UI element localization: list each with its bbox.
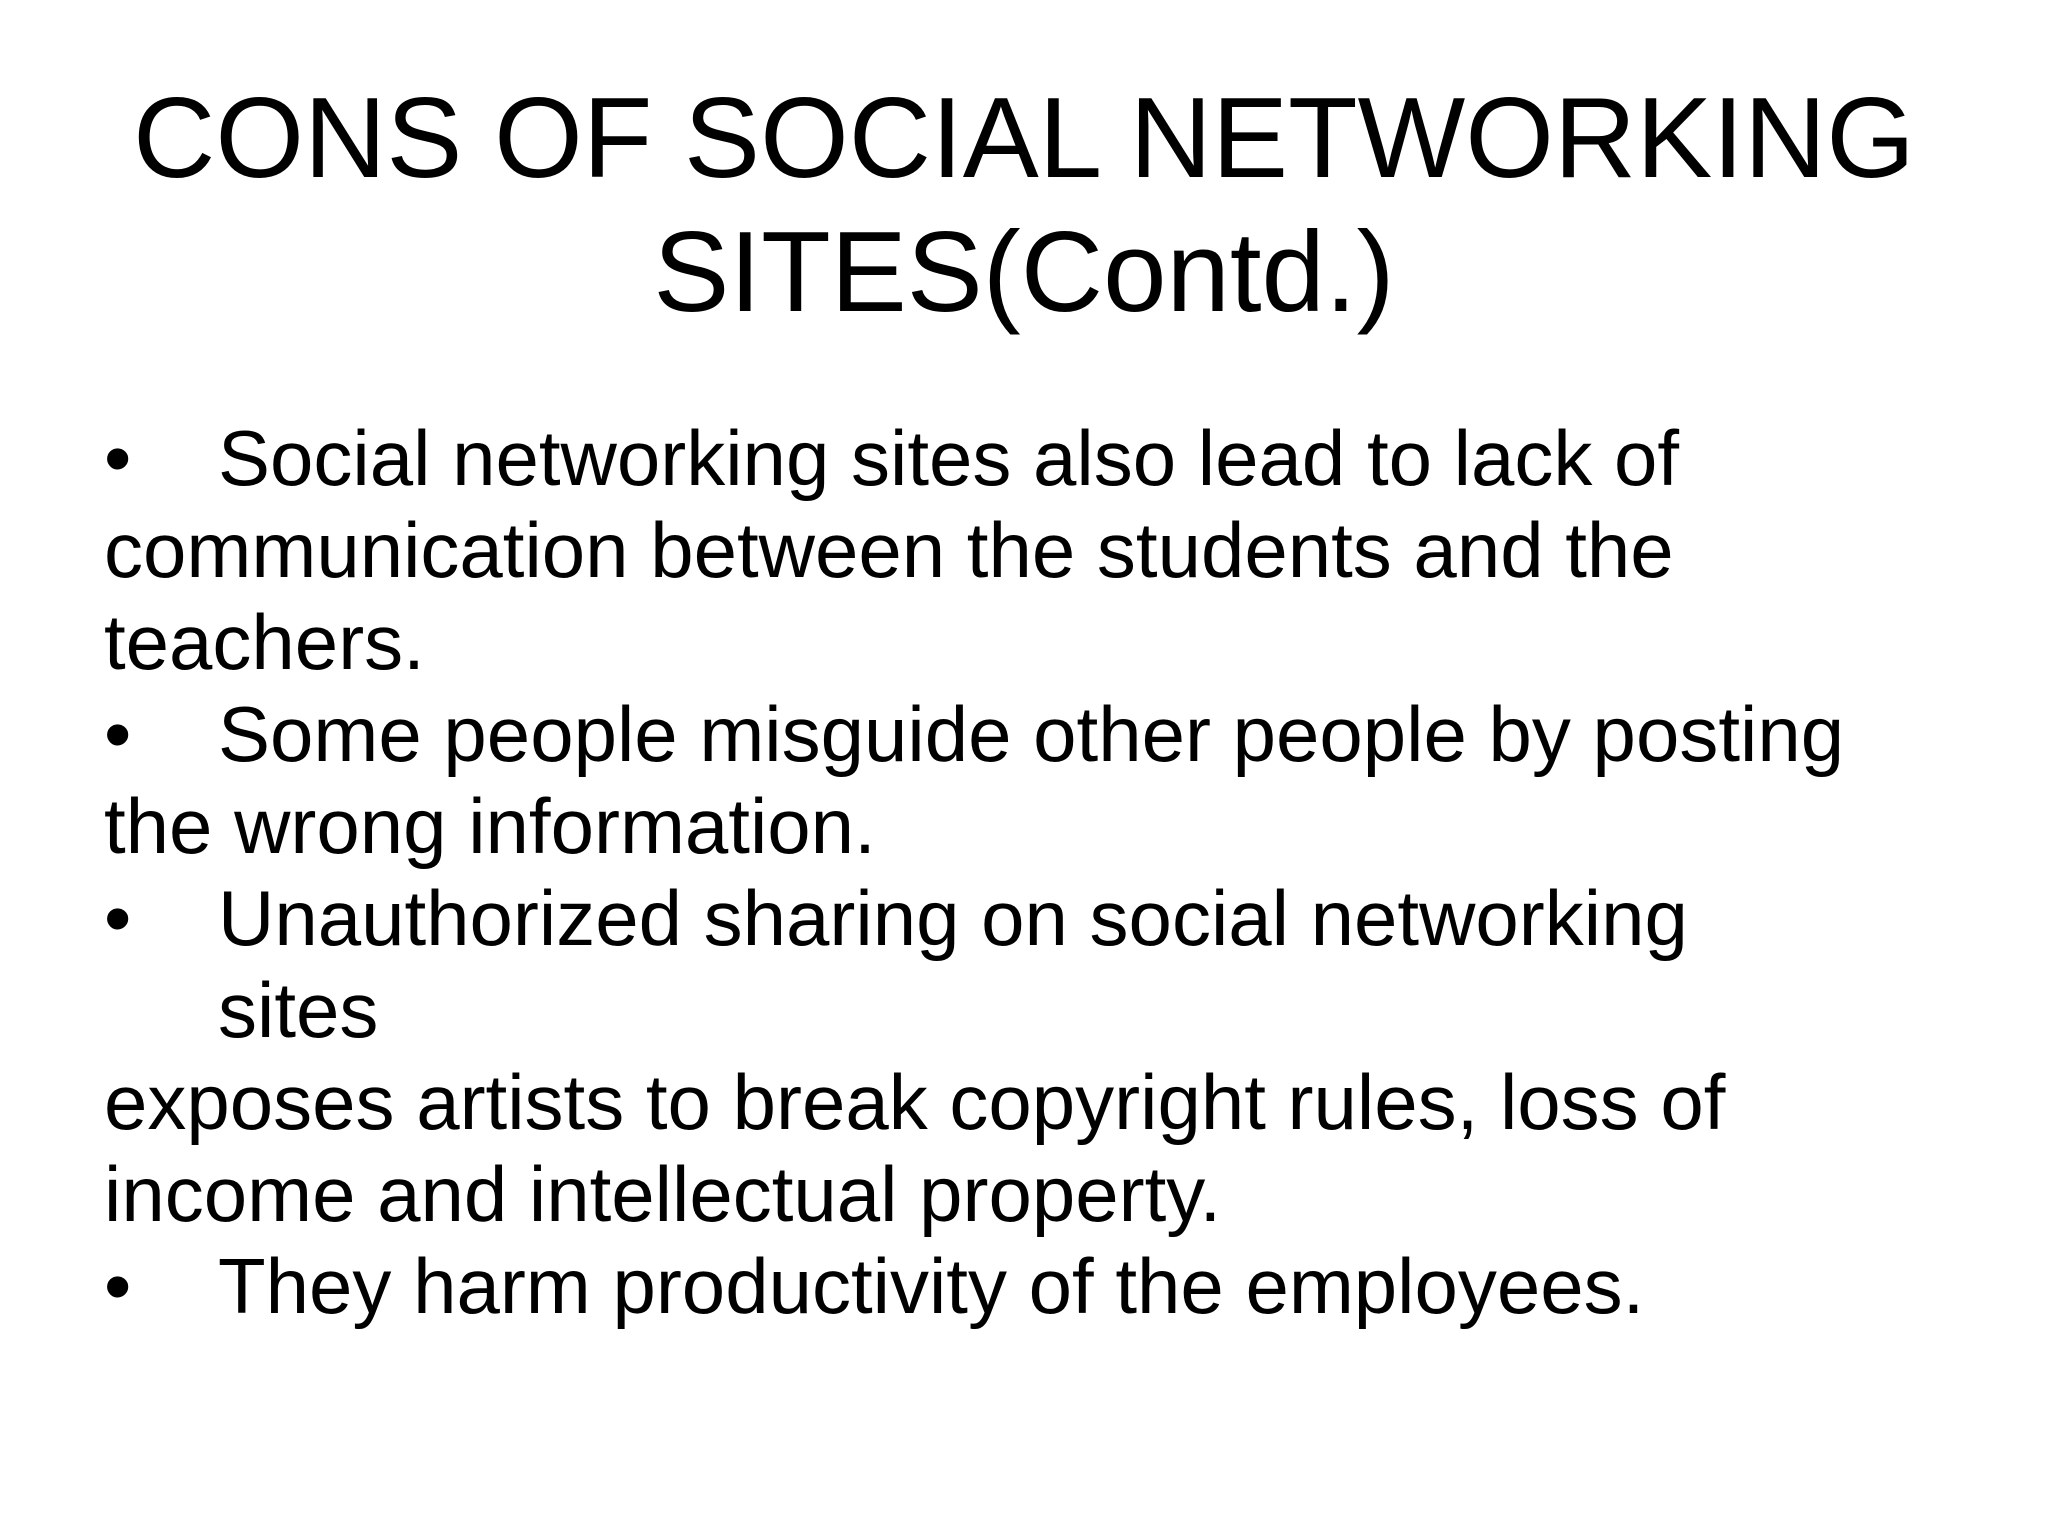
slide-title-line-2: SITES(Contd.): [653, 209, 1395, 336]
bullet-1-line-3: teachers.: [104, 598, 425, 686]
bullet-list: [104, 412, 2004, 1332]
bullet-4-line-1: They harm productivity of the employees.: [218, 1242, 1645, 1330]
bullet-item-3: [104, 872, 2004, 964]
bullet-3-line-4: income and intellectual property.: [104, 1150, 1222, 1238]
bullet-icon: •: [104, 874, 132, 962]
slide-title-line-1: CONS OF SOCIAL NETWORKING: [133, 75, 1915, 202]
bullet-1-line-2: communication between the students and the: [104, 506, 1674, 594]
bullet-3-line-1: Unauthorized sharing on social networking: [218, 874, 1688, 962]
bullet-3-line-3: exposes artists to break copyright rules, loss of: [104, 1058, 1726, 1146]
bullet-icon: •: [104, 1242, 132, 1330]
bullet-3-line-2-wrapper: [104, 964, 2004, 1056]
bullet-icon: •: [104, 690, 132, 778]
bullet-1-line-1: Social networking sites also lead to lack of: [218, 414, 1680, 502]
slide-title: [0, 72, 2048, 340]
bullet-item-1: [104, 412, 2004, 504]
bullet-3-line-2: sites: [218, 966, 379, 1054]
bullet-2-line-2: the wrong information.: [104, 782, 876, 870]
bullet-icon: •: [104, 414, 132, 502]
bullet-item-4: [104, 1240, 2004, 1332]
bullet-2-line-1: Some people misguide other people by posting: [218, 690, 1845, 778]
bullet-item-2: [104, 688, 2004, 780]
